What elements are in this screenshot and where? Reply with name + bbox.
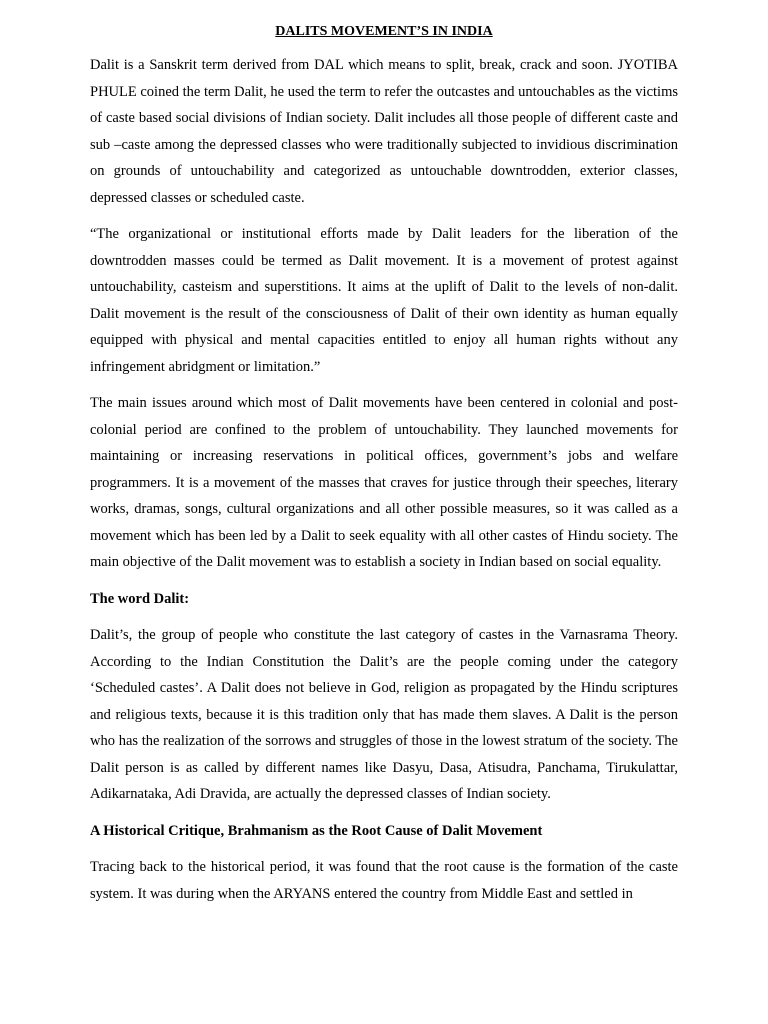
paragraph-dalit-definition: Dalit is a Sanskrit term derived from DAL which means to split, break, crack and soon. JYOTIBA PHULE coined the term Dalit, he used the term to refer the outcastes and untouchables as the victims of caste based social divisions of Indian society. Dalit includes all those people of different caste and sub –caste among the depressed classes who were traditionally subjected to invidious discrimination on grounds of untouchability and categorized as untouchable downtrodden, exterior classes, depressed classes or scheduled caste. (90, 57, 678, 206)
paragraph-dalit-movement-quote: “The organizational or institutional efforts made by Dalit leaders for the liberation of the downtrodden masses could be termed as Dalit movement. It is a movement of protest against untouchability, casteism and superstitions. It aims at the uplift of Dalit to the levels of non-dalit. Dalit movement is the result of the consciousness of Dalit of their own identity as human equally equipped with physical and mental capacities entitled to enjoy all human rights without any infringement abridgment or limitation.” (90, 226, 678, 375)
heading-historical-critique: A Historical Critique, Brahmanism as the Root Cause of Dalit Movement (90, 822, 543, 839)
document-page (90, 22, 678, 917)
paragraph-word-dalit: Dalit’s, the group of people who constitute the last category of castes in the Varnasrama Theory. According to the Indian Constitution the Dalit’s are the people coming under the category ‘Scheduled castes’. A Dalit does not believe in God, religion as propagated by the Hindu scriptures and religious texts, because it is this tradition only that has made them slaves. A Dalit is the person who has the realization of the sorrows and struggles of those in the lowest stratum of the society. The Dalit person is as called by different names like Dasyu, Dasa, Atisudra, Panchama, Tirukulattar, Adikarnataka, Adi Dravida, are actually the depressed classes of Indian society. (90, 627, 678, 802)
paragraph-historical-critique: Tracing back to the historical period, it was found that the root cause is the formation of the caste system. It was during when the ARYANS entered the country from Middle East and settled in (90, 859, 678, 902)
document-title: DALITS MOVEMENT’S IN INDIA (275, 24, 493, 39)
heading-word-dalit: The word Dalit: (90, 590, 190, 607)
paragraph-main-issues: The main issues around which most of Dalit movements have been centered in colonial and post-colonial period are confined to the problem of untouchability. They launched movements for maintaining or increasing reservations in political offices, government’s jobs and welfare programmers. It is a movement of the masses that craves for justice through their speeches, literary works, dramas, songs, cultural organizations and all other possible measures, so it was called as a movement which has been led by a Dalit to seek equality with all other castes of Hindu society. The main objective of the Dalit movement was to establish a society in Indian based on social equality. (90, 395, 678, 570)
